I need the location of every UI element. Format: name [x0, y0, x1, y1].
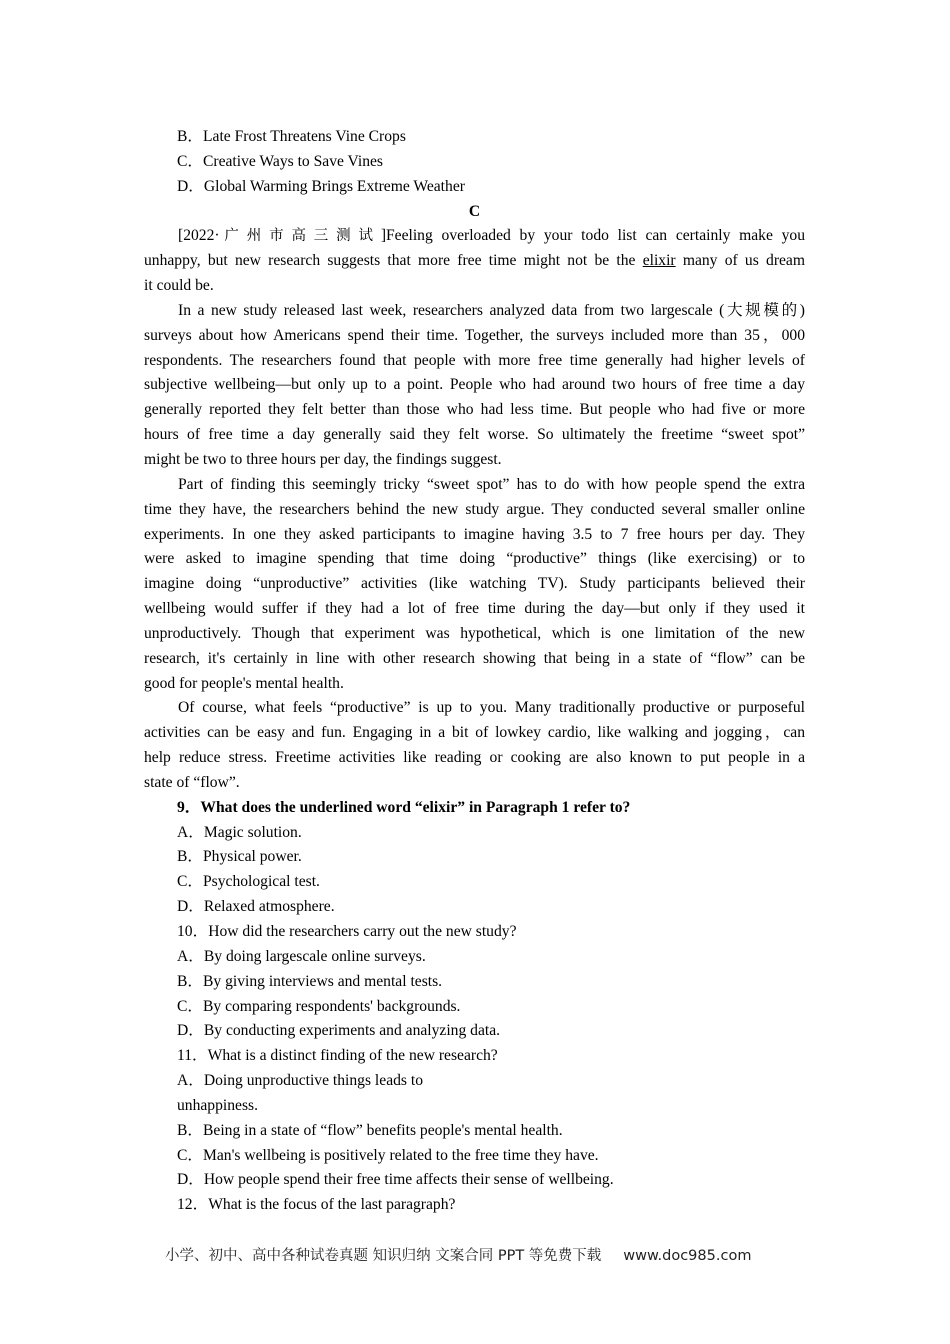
prev-option-c: C．Creative Ways to Save Vines	[177, 152, 383, 170]
prev-option-d: D．Global Warming Brings Extreme Weather	[177, 177, 465, 195]
paragraph-line: [2022·广州市高三测试]Feeling overloaded by your todo list can certainly make you	[178, 227, 806, 245]
footer-text: 小学、初中、高中各种试卷真题 知识归纳 文案合同 PPT 等免费下载	[165, 1248, 602, 1264]
question-stem: 11．What is a distinct finding of the new research?	[177, 1047, 498, 1065]
answer-option: B．Physical power.	[177, 848, 302, 866]
footer	[165, 1244, 751, 1265]
paragraph-line: might be two to three hours per day, the findings suggest.	[144, 450, 502, 468]
question-stem: 12．What is the focus of the last paragraph?	[177, 1196, 456, 1214]
paragraph-line: unhappy, but new research suggests that more free time might not be the elixir many of us dream	[144, 252, 805, 270]
paragraph-line: generally reported they felt better than those who had less time. But people who had five or more	[144, 401, 805, 419]
prev-option-b: B．Late Frost Threatens Vine Crops	[177, 128, 406, 145]
paragraph-line: imagine doing “unproductive” activities (like watching TV). Study participants believed their	[144, 575, 805, 593]
paragraph-line: Of course, what feels “productive” is up to you. Many traditionally productive or purposeful	[178, 699, 805, 717]
paragraph-2	[144, 299, 805, 473]
answer-option: D．Relaxed atmosphere.	[177, 898, 335, 916]
paragraph-line: help reduce stress. Freetime activities like reading or cooking are also known to put people in a	[144, 749, 805, 767]
answer-option: B．Being in a state of “flow” benefits people's mental health.	[177, 1121, 563, 1139]
paragraph-3	[144, 473, 805, 697]
paragraph-line: experiments. In one they asked participants to imagine having 3.5 to 7 free hours per day. They	[144, 525, 805, 543]
paragraph-line: unproductively. Though that experiment was hypothetical, which is one limitation of the new	[144, 624, 805, 642]
source-text: 广州市高三测试	[219, 228, 381, 245]
paragraph-line: wellbeing would suffer if they had a lot of free time during the day—but only if they used it	[144, 600, 805, 618]
paragraph-line: respondents. The researchers found that people with more free time generally had higher levels of	[144, 351, 805, 369]
questions	[144, 796, 805, 1218]
paragraph-line: it could be.	[144, 277, 214, 295]
paragraph-line: subjective wellbeing—but only up to a point. People who had around two hours of free time a day	[144, 376, 805, 394]
footer-site: www.doc985.com	[623, 1248, 752, 1264]
paragraph-line: hours of free time a day generally said they felt worse. So ultimately the freetime “sweet spot”	[144, 426, 805, 444]
question-stem: 10．How did the researchers carry out the new study?	[177, 923, 517, 940]
answer-option: A．By doing largescale online surveys.	[177, 947, 426, 965]
answer-option: A．Doing unproductive things leads to	[177, 1072, 424, 1090]
answer-option: A．Magic solution.	[177, 823, 302, 841]
paragraph-line: surveys about how Americans spend their time. Together, the surveys included more than 35，000	[144, 326, 805, 344]
answer-option: unhappiness.	[177, 1096, 258, 1114]
paragraph-line: activities can be easy and fun. Engaging in a bit of lowkey cardio, like walking and jogging，can	[144, 724, 805, 742]
answer-option: C．Man's wellbeing is positively related to the free time they have.	[177, 1146, 599, 1164]
paragraph-line: state of “flow”.	[144, 773, 240, 791]
paragraph-line: good for people's mental health.	[144, 674, 344, 692]
answer-option: B．By giving interviews and mental tests.	[177, 972, 443, 990]
paragraph-4	[144, 696, 805, 795]
answer-option: C．Psychological test.	[177, 873, 320, 891]
paragraph-line: Part of finding this seemingly tricky “sweet spot” has to do with how people spend the extra	[178, 475, 805, 493]
paragraph-1	[144, 224, 805, 299]
answer-option: D．How people spend their free time affects their sense of wellbeing.	[177, 1171, 614, 1189]
document-body	[144, 125, 805, 1218]
underlined-word: elixir	[642, 252, 676, 270]
question-stem: 9．What does the underlined word “elixir” in Paragraph 1 refer to?	[177, 798, 631, 816]
answer-option: C．By comparing respondents' backgrounds.	[177, 997, 461, 1015]
section-label: C	[468, 202, 481, 220]
paragraph-line: were asked to imagine spending that time doing “productive” things (like exercising) or to	[144, 550, 805, 568]
paragraph-line: research, it's certainly in line with other research showing that being in a state of “flow” can be	[144, 649, 805, 667]
paragraph-line: In a new study released last week, researchers analyzed data from two largescale (大规模的)	[178, 301, 805, 319]
paragraph-line: time they have, the researchers behind the new study argue. They conducted several smaller online	[144, 500, 805, 518]
answer-option: D．By conducting experiments and analyzing data.	[177, 1022, 501, 1040]
